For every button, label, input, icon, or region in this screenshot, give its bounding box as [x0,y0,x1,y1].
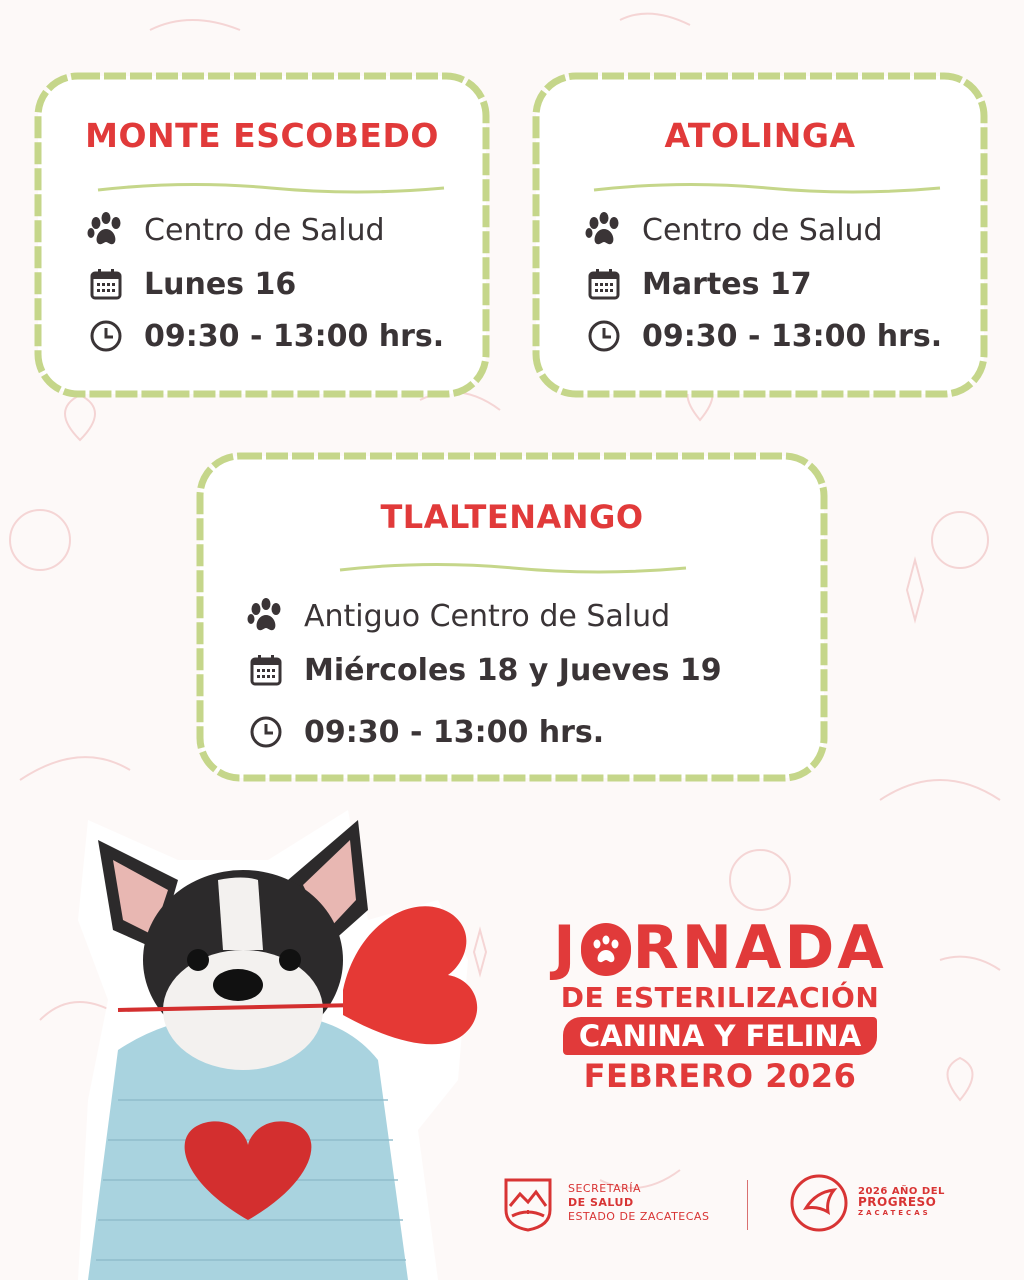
campaign-title [540,915,900,1094]
time-text: 09:30 - 13:00 hrs. [642,318,943,354]
calendar-icon [86,264,126,304]
date-row [584,264,812,304]
paw-icon [86,210,126,250]
progreso-logo [788,1172,850,1234]
paw-icon [246,596,286,636]
date-row [86,264,296,304]
time-row [86,316,444,356]
card-title: TLALTENANGO [380,498,644,536]
place-text: Centro de Salud [642,212,883,248]
campaign-line3: FEBRERO 2026 [583,1057,857,1095]
calendar-icon [246,650,286,690]
year-line3: ZACATECAS [858,1209,931,1217]
time-text: 09:30 - 13:00 hrs. [144,318,445,354]
campaign-line2-band: CANINA Y FELINA [563,1017,877,1055]
paw-o-icon [581,923,631,973]
secretaria-salud-logo [500,1176,556,1232]
clock-icon [246,712,286,752]
progreso-text [858,1186,945,1219]
place-text: Antiguo Centro de Salud [304,598,671,634]
location-card-tlaltenango [190,446,834,788]
place-row [86,210,385,250]
location-card-monte-escobedo [28,66,496,404]
campaign-line1: DE ESTERILIZACIÓN [560,981,880,1014]
org-line1: SECRETARÍA [568,1182,642,1195]
divider-squiggle [592,178,942,198]
secretaria-salud-text [568,1182,709,1224]
date-text: Miércoles 18 y Jueves 19 [304,652,722,688]
divider-squiggle [96,178,446,198]
clock-icon [86,316,126,356]
time-row [246,712,604,752]
clock-icon [584,316,624,356]
date-row [246,650,722,690]
campaign-headline [540,915,900,981]
dog-with-heart-image [58,800,478,1280]
org-line3: ESTADO DE ZACATECAS [568,1210,710,1223]
year-line1: 2026 AÑO DEL [858,1186,945,1197]
place-row [246,596,670,636]
divider-squiggle [338,558,688,578]
time-text: 09:30 - 13:00 hrs. [304,714,605,750]
paw-icon [584,210,624,250]
card-title: MONTE ESCOBEDO [85,116,439,155]
place-row [584,210,883,250]
headline-rest: RNADA [632,913,887,983]
footer-divider [747,1180,748,1230]
date-text: Martes 17 [642,266,812,302]
place-text: Centro de Salud [144,212,385,248]
year-line2: PROGRESO [858,1195,937,1209]
org-line2: DE SALUD [568,1196,634,1209]
location-card-atolinga [526,66,994,404]
time-row [584,316,942,356]
calendar-icon [584,264,624,304]
card-title: ATOLINGA [664,116,856,155]
headline-letter-j: J [553,913,579,983]
date-text: Lunes 16 [144,266,297,302]
